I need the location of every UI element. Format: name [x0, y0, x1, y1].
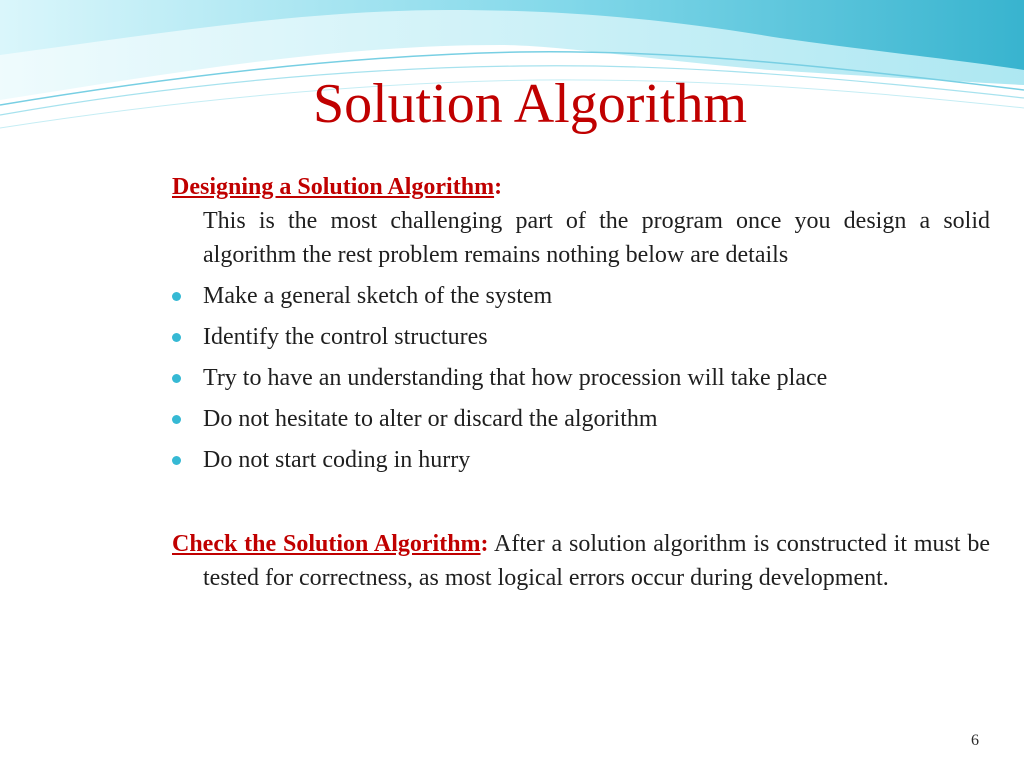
designing-heading: Designing a Solution Algorithm [172, 174, 495, 200]
bullet-dot-icon [172, 415, 181, 424]
bullet-dot-icon [172, 292, 181, 301]
designing-paragraph: This is the most challenging part of the program once you design a solid algorithm the rest problem remains nothing below are details [203, 208, 990, 268]
section-heading-line [172, 170, 990, 204]
slide-content [172, 170, 990, 595]
list-item [172, 361, 990, 395]
check-body: After a solution algorithm is constructed it must be tested for correctness, as most logical errors occur during development. [203, 531, 991, 591]
list-item-text: Identify the control structures [203, 324, 488, 350]
bullet-dot-icon [172, 374, 181, 383]
list-item [172, 402, 990, 436]
bullet-list [172, 279, 990, 477]
page-number: 6 [971, 732, 979, 749]
slide-title: Solution Algorithm [312, 73, 748, 135]
list-item-text: Do not start coding in hurry [203, 447, 471, 473]
designing-heading-colon: : [494, 174, 503, 200]
list-item-text: Make a general sketch of the system [203, 283, 553, 309]
list-item-text: Try to have an understanding that how procession will take place [203, 365, 828, 391]
check-paragraph [172, 527, 990, 595]
check-heading: Check the Solution Algorithm [172, 531, 481, 557]
check-heading-colon: : [480, 531, 489, 557]
bullet-dot-icon [172, 333, 181, 342]
list-item [172, 443, 990, 477]
list-item-text: Do not hesitate to alter or discard the algorithm [203, 406, 658, 432]
bullet-dot-icon [172, 456, 181, 465]
list-item [172, 279, 990, 313]
list-item [172, 320, 990, 354]
